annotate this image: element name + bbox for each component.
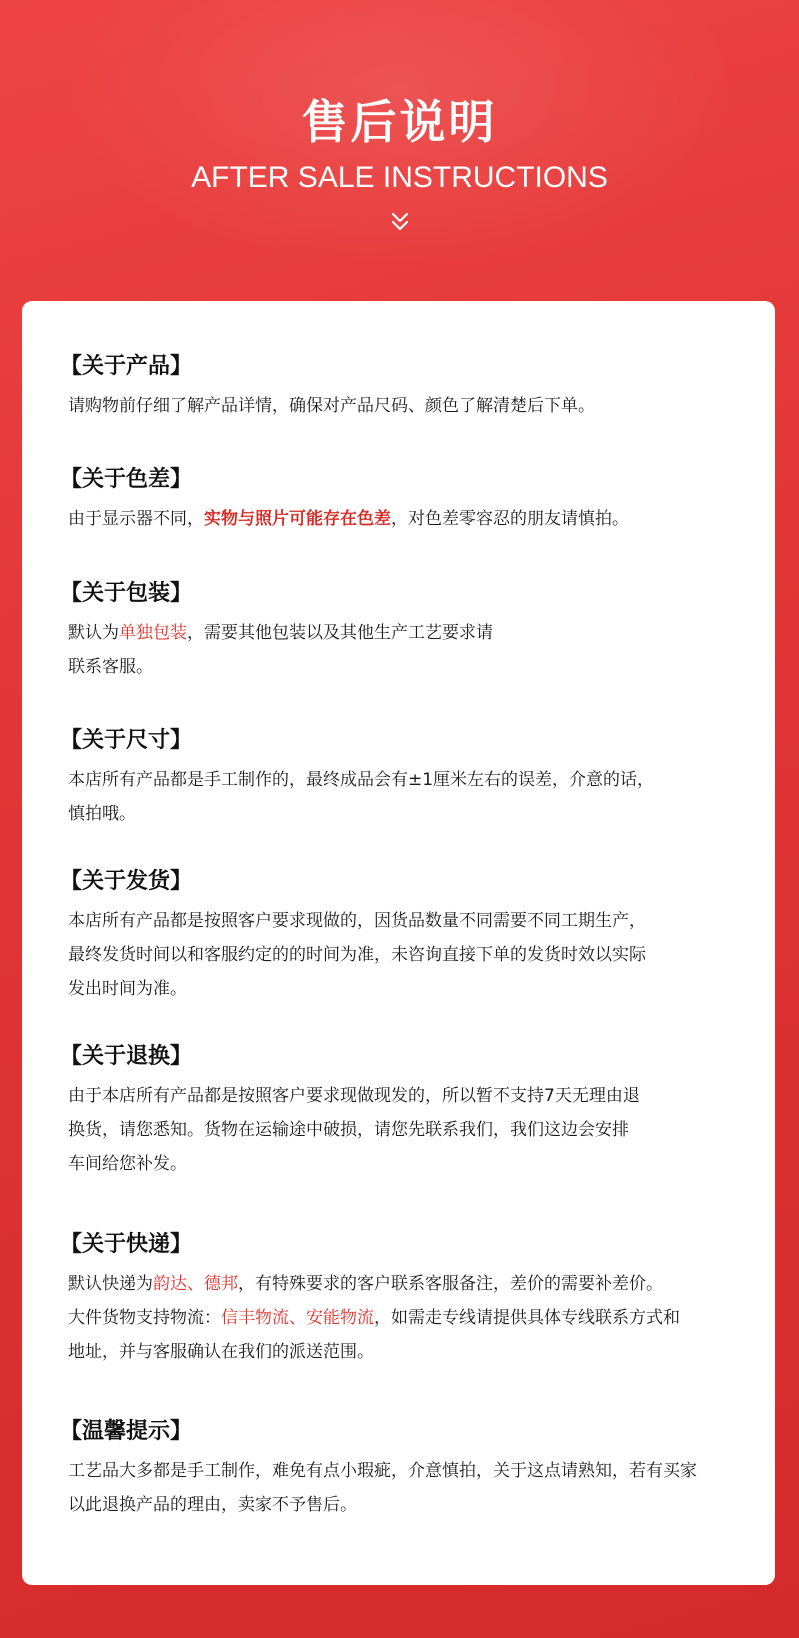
highlight-text: 信丰物流、安能物流: [221, 1308, 374, 1328]
content-card: [22, 301, 775, 1585]
section-packaging: [60, 578, 768, 684]
section-body: [68, 616, 768, 684]
highlight-text: 单独包装: [119, 623, 187, 643]
body-line: 默认为单独包装，需要其他包装以及其他生产工艺要求请: [68, 623, 493, 643]
body-line: 工艺品大多都是手工制作，难免有点小瑕疵，介意慎拍，关于这点请熟知，若有买家: [68, 1461, 697, 1481]
section-title: 【温馨提示】: [60, 1419, 193, 1444]
body-line: 本店所有产品都是手工制作的，最终成品会有±1厘米左右的误差，介意的话，: [68, 770, 655, 790]
section-body: [68, 1454, 768, 1522]
body-line: 车间给您补发。: [68, 1154, 187, 1174]
section-reminder: [60, 1416, 768, 1522]
section-title: 【关于包装】: [60, 581, 193, 606]
section-returns: [60, 1041, 768, 1181]
section-title: 【关于色差】: [60, 467, 193, 492]
body-line: 大件货物支持物流：信丰物流、安能物流，如需走专线请提供具体专线联系方式和: [68, 1308, 680, 1328]
section-body: [68, 1079, 768, 1181]
body-line: 由于本店所有产品都是按照客户要求现做现发的，所以暂不支持7天无理由退: [68, 1086, 640, 1106]
body-line: 慎拍哦。: [68, 804, 136, 824]
body-line: 以此退换产品的理由，卖家不予售后。: [68, 1495, 357, 1515]
section-title: 【关于产品】: [60, 354, 193, 379]
section-body: [68, 1267, 768, 1369]
section-size: [60, 725, 768, 831]
body-line: 联系客服。: [68, 657, 153, 677]
body-line: 最终发货时间以和客服约定的的时间为准，未咨询直接下单的发货时效以实际: [68, 945, 646, 965]
body-line: 换货，请您悉知。货物在运输途中破损，请您先联系我们，我们这边会安排: [68, 1120, 629, 1140]
section-courier: [60, 1229, 768, 1369]
body-line: 发出时间为准。: [68, 979, 187, 999]
section-title: 【关于发货】: [60, 869, 193, 894]
section-shipping: [60, 866, 768, 1006]
section-body: [68, 502, 768, 536]
section-product: [60, 351, 768, 423]
body-line: 默认快递为韵达、德邦，有特殊要求的客户联系客服备注，差价的需要补差价。: [68, 1274, 663, 1294]
highlight-text: 韵达、德邦: [153, 1274, 238, 1294]
section-body: [68, 763, 768, 831]
section-body: [68, 904, 768, 1006]
page-subtitle: AFTER SALE INSTRUCTIONS: [191, 161, 608, 194]
section-title: 【关于退换】: [60, 1044, 193, 1069]
body-line: 由于显示器不同，实物与照片可能存在色差，对色差零容忍的朋友请慎拍。: [68, 509, 629, 529]
body-line: 地址，并与客服确认在我们的派送范围。: [68, 1342, 374, 1362]
highlight-text: 实物与照片可能存在色差: [204, 509, 391, 529]
body-line: 请购物前仔细了解产品详情，确保对产品尺码、颜色了解清楚后下单。: [68, 396, 595, 416]
section-title: 【关于尺寸】: [60, 728, 193, 753]
section-title: 【关于快递】: [60, 1232, 193, 1257]
section-body: [68, 389, 768, 423]
section-color-difference: [60, 464, 768, 536]
header-banner: [0, 0, 799, 300]
double-chevron-down-icon: [389, 210, 411, 234]
page-title: 售后说明: [301, 95, 498, 149]
body-line: 本店所有产品都是按照客户要求现做的，因货品数量不同需要不同工期生产，: [68, 911, 646, 931]
